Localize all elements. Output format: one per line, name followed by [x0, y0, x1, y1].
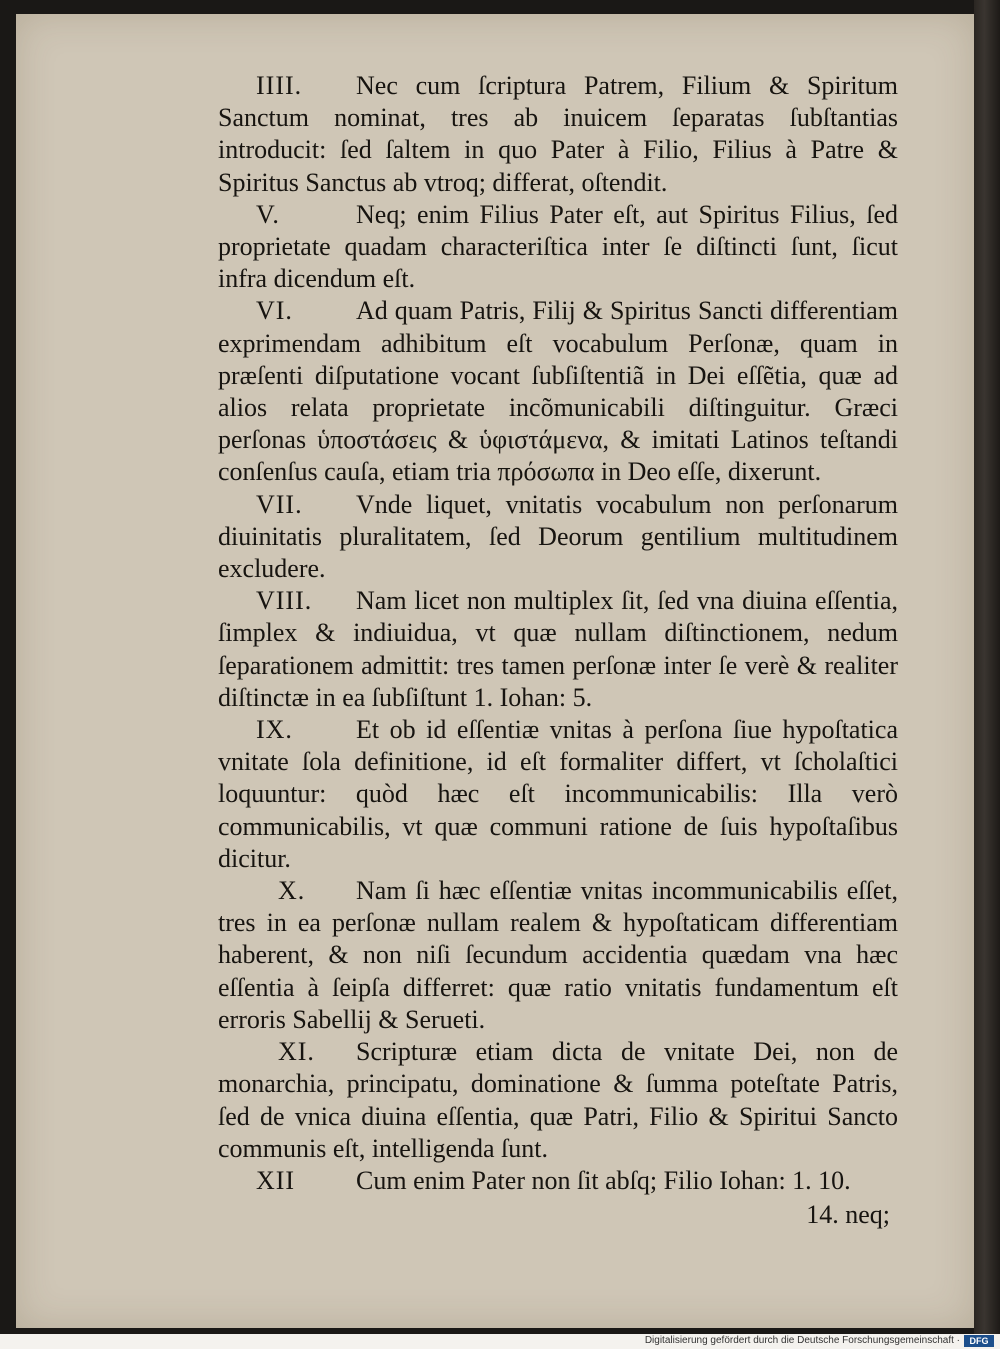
paragraph-number: XII	[256, 1165, 296, 1195]
paragraph-number: XI.	[278, 1037, 315, 1067]
paragraph-text: Vnde liquet, vnitatis vocabulum non perſonarum diuinitatis pluralitatem, ſed Deorum gentilium multitudinem excludere.	[218, 489, 898, 584]
paragraph-text: Et ob id eſſentiæ vnitas à perſona ſiue hypoſtatica vnitate ſola definitione, id eſt formaliter differt, vt ſcholaſtici loquuntur: quòd hæc eſt incommunicabilis: Illa verò communicabilis, vt quæ communi ratione de ſuis hypoſtaſibus dicitur.	[218, 715, 898, 873]
dfg-logo: DFG	[964, 1335, 994, 1347]
paragraph-8	[218, 585, 898, 714]
paragraph-10	[218, 875, 898, 1036]
catchword: 14. neq;	[806, 1200, 890, 1229]
paragraph-text: Neq; enim Filius Pater eſt, aut Spiritus Filius, ſed proprietate quadam characteriſtica inter ſe diſtincti ſunt, ſicut infra dicendum eſt.	[218, 199, 898, 294]
paragraph-number: VIII.	[256, 586, 313, 616]
paragraph-text: Cum enim Pater non ſit abſq; Filio Iohan: 1. 10.	[356, 1165, 851, 1195]
paragraph-6	[218, 295, 898, 488]
book-edge	[974, 0, 1000, 1334]
paragraph-7	[218, 489, 898, 586]
paragraph-text: Nam ſi hæc eſſentiæ vnitas incommunicabilis eſſet, tres in ea perſonæ nullam realem & hypoſtaticam differentiam haberent, & non niſi ſecundum accidentia quædam vna hæc eſſentia à ſeipſa differret: quæ ratio vnitatis fundamentum eſt erroris Sabellij & Serueti.	[218, 876, 898, 1034]
digitization-credit: Digitalisierung gefördert durch die Deutsche Forschungsgemeinschaft ·	[644, 1335, 960, 1346]
paragraph-number: IX.	[256, 715, 293, 745]
paragraph-text: Nec cum ſcriptura Patrem, Filium & Spiritum Sanctum nominat, tres ab inuicem ſeparatas ſubſtantias introducit: ſed ſaltem in quo Pater à Filio, Filius à Patre & Spiritus Sanctus ab vtroq; differat, oſtendit.	[218, 71, 898, 197]
paragraph-number: VII.	[256, 489, 303, 519]
paragraph-number: X.	[278, 876, 306, 906]
paragraph-text: Nam licet non multiplex ſit, ſed vna diuina eſſentia, ſimplex & indiuidua, vt quæ nullam diſtinctionem, nedum ſeparationem admittit: tres tamen perſonæ inter ſe verè & realiter diſtinctæ in ea ſubſiſtunt 1. Iohan: 5.	[218, 586, 898, 712]
paragraph-12	[218, 1165, 898, 1197]
paragraph-number: VI.	[256, 296, 293, 326]
text-block	[218, 70, 898, 1197]
paragraph-number: V.	[256, 199, 280, 229]
paragraph-11	[218, 1036, 898, 1165]
paragraph-9	[218, 714, 898, 875]
paragraph-number: IIII.	[256, 71, 303, 100]
paragraph-4	[218, 70, 898, 199]
paragraph-text: Scripturæ etiam dicta de vnitate Dei, non de monarchia, principatu, dominatione & ſumma poteſtate Patris, ſed de vnica diuina eſſentia, quæ Patri, Filio & Spiritui Sancto communis eſt, intelligenda ſunt.	[218, 1037, 898, 1163]
paragraph-text: Ad quam Patris, Filij & Spiritus Sancti differentiam exprimendam adhibitum eſt vocabulum Perſonæ, quam in præſenti diſputatione vocant ſubſiſtentiã in Dei eſſẽtia, quæ ad alios relata proprietate incõmunicabili diſtinguitur. Græci perſonas ὑποστάσεις & ὑφιστάμενα, & imitati Latinos teſtandi conſenſus cauſa, etiam tria πρόσωπα in Deo eſſe, dixerunt.	[218, 296, 898, 487]
paragraph-5	[218, 199, 898, 296]
